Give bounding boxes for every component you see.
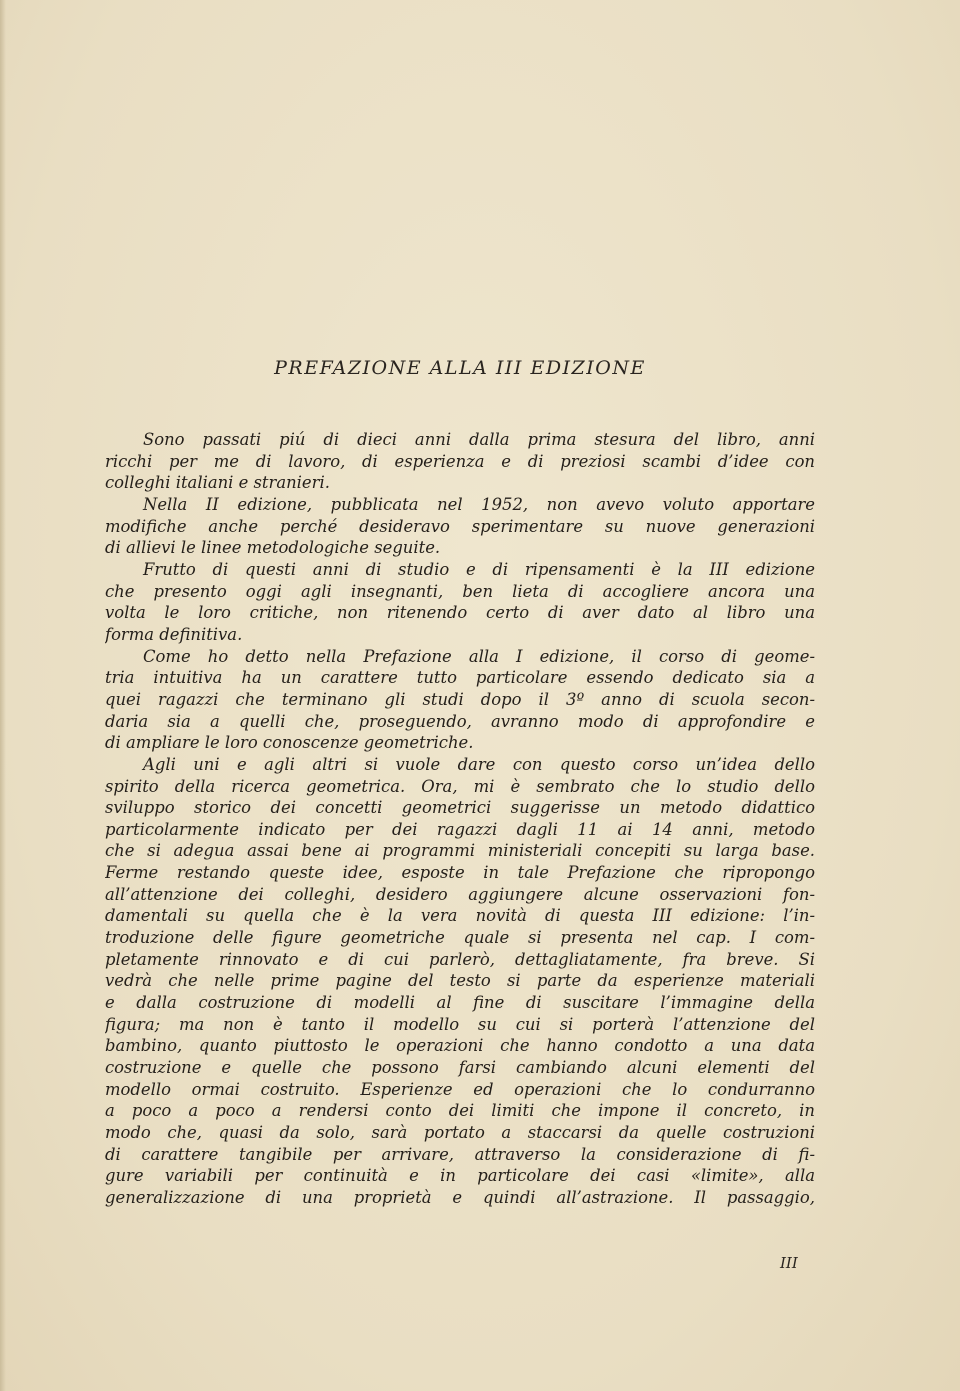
text-line: Sono passati piú di dieci anni dalla prima stesura del libro, anni — [143, 430, 815, 449]
body-text — [105, 429, 815, 1209]
text-line: colleghi italiani e stranieri. — [105, 473, 330, 493]
text-line: Nella II edizione, pubblicata nel 1952, non avevo voluto apportare — [143, 494, 815, 514]
text-line: spirito della ricerca geometrica. Ora, mi è sembrato che lo studio dello — [105, 776, 815, 796]
text-line: che si adegua assai bene ai programmi ministeriali concepiti su larga base. — [105, 841, 815, 861]
text-line: di allievi le linee metodologiche seguite. — [105, 538, 441, 558]
text-line: damentali su quella che è la vera novità di questa III edizione: l’in- — [105, 906, 815, 926]
text-line: Come ho detto nella Prefazione alla I edizione, il corso di geome- — [143, 646, 815, 666]
text-line: quei ragazzi che terminano gli studi dopo il 3º anno di scuola secon- — [105, 689, 815, 709]
text-line: ricchi per me di lavoro, di esperienza e di preziosi scambi d’idee con — [105, 451, 815, 471]
text-line: a poco a poco a rendersi conto dei limiti che impone il concreto, in — [105, 1101, 815, 1121]
text-line: tria intuitiva ha un carattere tutto particolare essendo dedicato sia a — [105, 668, 815, 688]
text-line: gure variabili per continuità e in particolare dei casi «limite», alla — [105, 1166, 815, 1186]
text-line: costruzione e quelle che possono farsi cambiando alcuni elementi del — [105, 1058, 815, 1078]
text-line: e dalla costruzione di modelli al fine di suscitare l’immagine della — [105, 993, 815, 1013]
text-line: modo che, quasi da solo, sarà portato a staccarsi da quelle costruzioni — [105, 1123, 815, 1142]
text-line: figura; ma non è tanto il modello su cui si porterà l’attenzione del — [105, 1014, 815, 1034]
text-line: daria sia a quelli che, proseguendo, avranno modo di approfondire e — [105, 711, 815, 731]
text-line: di ampliare le loro conoscenze geometriche. — [105, 733, 474, 753]
text-line: Ferme restando queste idee, esposte in tale Prefazione che ripropongo — [105, 863, 815, 883]
page-title: PREFAZIONE ALLA III EDIZIONE — [274, 357, 646, 379]
page-edge-shadow — [0, 0, 6, 1391]
text-line: generalizzazione di una proprietà e quindi all’astrazione. Il passaggio, — [105, 1187, 815, 1207]
text-line: modello ormai costruito. Esperienze ed operazioni che lo condurranno — [105, 1079, 815, 1099]
text-line: Frutto di questi anni di studio e di ripensamenti è la III edizione — [143, 559, 815, 579]
text-line: forma definitiva. — [105, 624, 243, 644]
text-line: volta le loro critiche, non ritenendo certo di aver dato al libro una — [105, 603, 815, 623]
page-number: III — [780, 1254, 798, 1272]
text-line: pletamente rinnovato e di cui parlerò, dettagliatamente, fra breve. Si — [105, 949, 815, 969]
text-line: sviluppo storico dei concetti geometrici suggerisse un metodo didattico — [105, 798, 815, 818]
text-line: che presento oggi agli insegnanti, ben lieta di accogliere ancora una — [105, 581, 815, 601]
text-line: di carattere tangibile per arrivare, attraverso la considerazione di fi- — [105, 1144, 815, 1164]
text-line: all’attenzione dei colleghi, desidero aggiungere alcune osservazioni fon- — [105, 884, 815, 904]
text-line: troduzione delle figure geometriche quale si presenta nel cap. I com- — [105, 928, 815, 948]
text-line: vedrà che nelle prime pagine del testo si parte da esperienze materiali — [105, 971, 815, 991]
text-line: particolarmente indicato per dei ragazzi dagli 11 ai 14 anni, metodo — [105, 819, 815, 839]
text-line: modifiche anche perché desideravo sperimentare su nuove generazioni — [105, 516, 815, 536]
text-line: Agli uni e agli altri si vuole dare con questo corso un’idea dello — [143, 754, 815, 774]
text-line: bambino, quanto piuttosto le operazioni che hanno condotto a una data — [105, 1036, 815, 1056]
